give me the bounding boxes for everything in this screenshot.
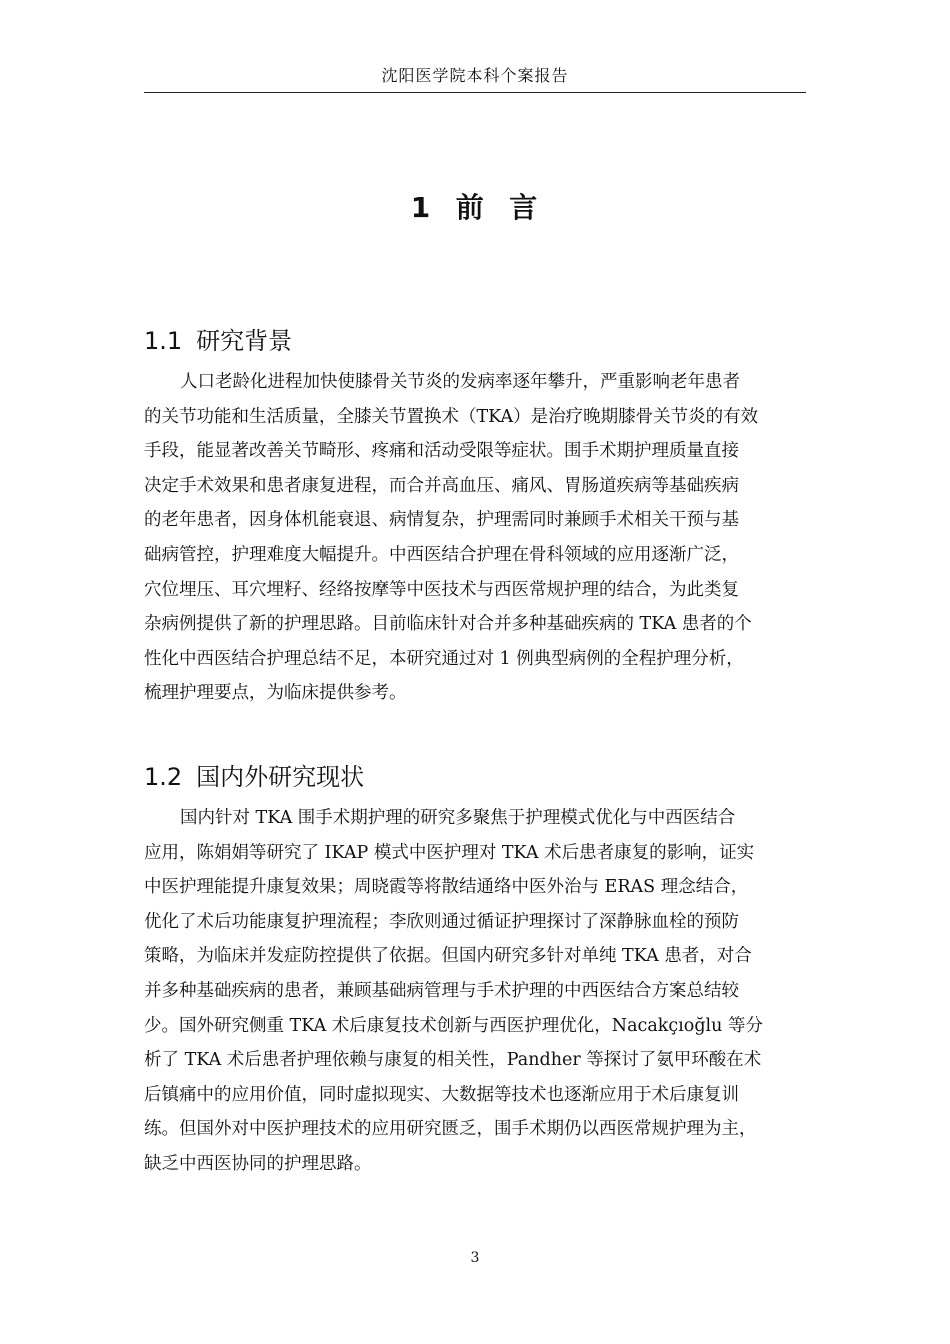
section-number: 1.2 (144, 763, 183, 791)
page-number: 3 (470, 1250, 480, 1266)
text-line: 性化中西医结合护理总结不足，本研究通过对 1 例典型病例的全程护理分析， (144, 648, 744, 669)
text-line: 杂病例提供了新的护理思路。目前临床针对合并多种基础疾病的 TKA 患者的个 (144, 614, 752, 635)
text-line: 析了 TKA 术后患者护理依赖与康复的相关性，Pandher 等探讨了氨甲环酸在术 (144, 1050, 762, 1071)
text-line: 人口老龄化进程加快使膝骨关节炎的发病率逐年攀升，严重影响老年患者 (180, 372, 740, 392)
section-title: 研究背景 (196, 327, 293, 355)
chapter-title: 1 前 言 (410, 191, 540, 224)
text-line: 国内针对 TKA 围手术期护理的研究多聚焦于护理模式优化与中西医结合 (180, 808, 736, 828)
paragraph-research-status (144, 801, 808, 1182)
paragraph-research-background (144, 365, 808, 711)
text-line: 缺乏中西医协同的护理思路。 (144, 1153, 372, 1174)
text-line: 少。国外研究侧重 TKA 术后康复技术创新与西医护理优化，Nacakçıoğlu 等分 (144, 1015, 763, 1036)
text-line: 策略，为临床并发症防控提供了依据。但国内研究多针对单纯 TKA 患者，对合 (144, 946, 752, 967)
section-title: 国内外研究现状 (196, 763, 365, 791)
text-line: 穴位埋压、耳穴埋籽、经络按摩等中医技术与西医常规护理的结合，为此类复 (144, 579, 739, 600)
text-line: 础病管控，护理难度大幅提升。中西医结合护理在骨科领域的应用逐渐广泛， (144, 544, 739, 565)
text-line: 梳理护理要点，为临床提供参考。 (144, 683, 407, 704)
text-line: 练。但国外对中医护理技术的应用研究匮乏，围手术期仍以西医常规护理为主， (144, 1119, 757, 1140)
text-line: 优化了术后功能康复护理流程；李欣则通过循证护理探讨了深静脉血栓的预防 (144, 911, 739, 932)
section-heading-1-2 (144, 761, 364, 793)
section-heading-1-1 (144, 325, 292, 357)
text-line: 决定手术效果和患者康复进程，而合并高血压、痛风、胃肠道疾病等基础疾病 (144, 475, 739, 496)
section-number: 1.1 (144, 327, 183, 355)
text-line: 手段，能显著改善关节畸形、疼痛和活动受限等症状。围手术期护理质量直接 (144, 441, 739, 462)
text-line: 的老年患者，因身体机能衰退、病情复杂，护理需同时兼顾手术相关干预与基 (144, 510, 739, 531)
text-line: 中医护理能提升康复效果；周晓霞等将散结通络中医外治与 ERAS 理念结合， (144, 877, 749, 898)
text-line: 并多种基础疾病的患者，兼顾基础病管理与手术护理的中西医结合方案总结较 (144, 980, 739, 1001)
header-divider (144, 92, 806, 93)
running-header: 沈阳医学院本科个案报告 (381, 66, 569, 85)
text-line: 的关节功能和生活质量，全膝关节置换术（TKA）是治疗晚期膝骨关节炎的有效 (144, 406, 759, 427)
text-line: 后镇痛中的应用价值，同时虚拟现实、大数据等技术也逐渐应用于术后康复训 (144, 1084, 739, 1105)
text-line: 应用，陈娟娟等研究了 IKAP 模式中医护理对 TKA 术后患者康复的影响，证实 (144, 842, 755, 863)
